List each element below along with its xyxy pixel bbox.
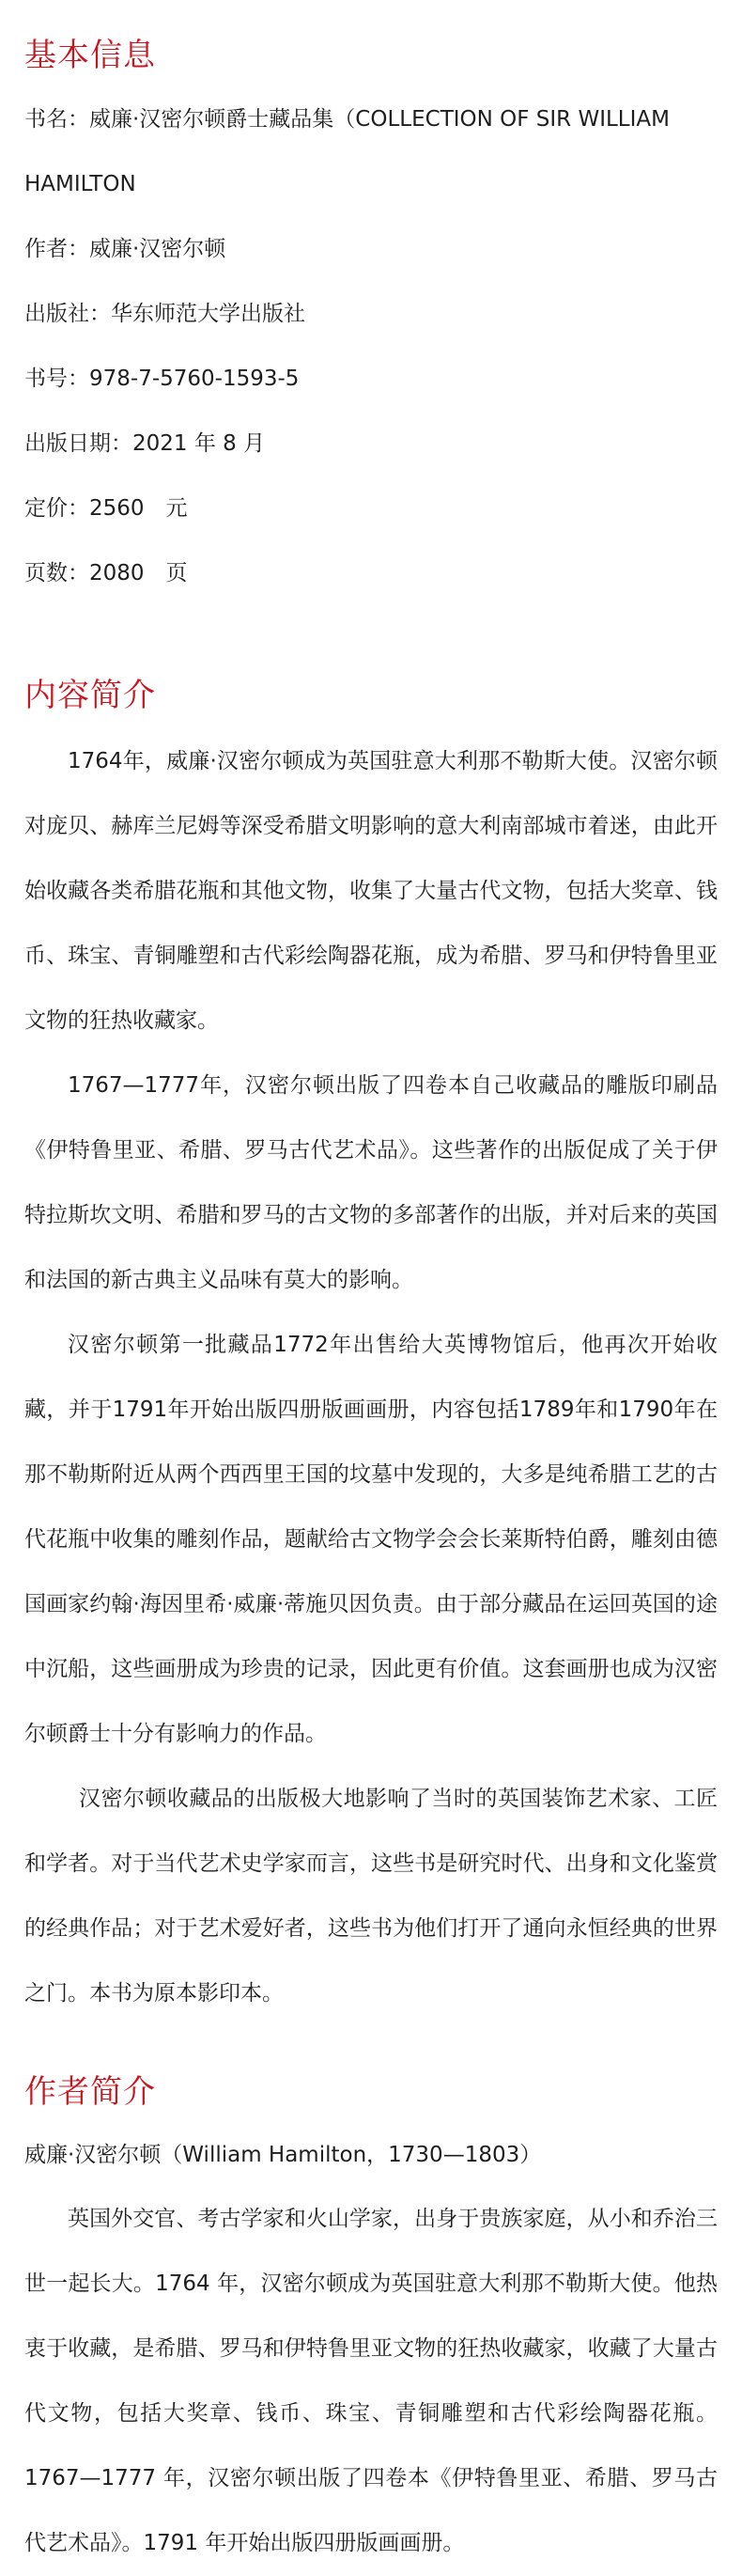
author-paragraph: 英国外交官、考古学家和火山学家，出身于贵族家庭，从小和乔治三世一起长大。1764 年，汉密尔顿成为英国驻意大利那不勒斯大使。他热衷于收藏，是希腊、罗马和伊特鲁里亚文物的狂热收藏家，收藏了大量古代文物，包括大奖章、钱币、珠宝、青铜雕塑和古代彩绘陶器花瓶。1767—1777 年，汉密尔顿出版了四卷本《伊特鲁里亚、希腊、罗马古代艺术品》。1791 年开始出版四册版画画册。 [24, 2207, 718, 2555]
basic-info-heading: 基本信息 [24, 37, 156, 74]
isbn-line: 书号：978-7-5760-1593-5 [24, 367, 300, 391]
book-title-line-2: HAMILTON [24, 172, 136, 196]
summary-heading: 内容简介 [24, 677, 156, 714]
summary-paragraph-3: 汉密尔顿第一批藏品1772年出售给大英博物馆后，他再次开始收藏，并于1791年开始出版四册版画画册，内容包括1789年和1790年在那不勒斯附近从两个西西里王国的坟墓中发现的，大多是纯希腊工艺的古代花瓶中收集的雕刻作品，题献给古文物学会会长莱斯特伯爵，雕刻由德国画家约翰·海因里希·威廉·蒂施贝因负责。由于部分藏品在运回英国的途中沉船，这些画册成为珍贵的记录，因此更有价值。这套画册也成为汉密尔顿爵士十分有影响力的作品。 [24, 1333, 718, 1746]
summary-paragraph-4: 汉密尔顿收藏品的出版极大地影响了当时的英国装饰艺术家、工匠和学者。对于当代艺术史学家而言，这些书是研究时代、出身和文化鉴赏的经典作品；对于艺术爱好者，这些书为他们打开了通向永恒经典的世界之门。本书为原本影印本。 [24, 1787, 718, 2006]
publisher-line: 出版社：华东师范大学出版社 [24, 302, 305, 326]
book-title-line-1: 书名：威廉·汉密尔顿爵士藏品集（COLLECTION OF SIR WILLIAM [24, 107, 670, 132]
author-heading: 作者简介 [24, 2073, 156, 2111]
pages-line: 页数：2080 页 [24, 561, 188, 585]
author-line: 作者：威廉·汉密尔顿 [24, 237, 226, 261]
author-name-line: 威廉·汉密尔顿（William Hamilton，1730—1803） [24, 2143, 542, 2167]
price-line: 定价：2560 元 [24, 496, 188, 521]
summary-paragraph-1: 1764年，威廉·汉密尔顿成为英国驻意大利那不勒斯大使。汉密尔顿对庞贝、赫库兰尼姆等深受希腊文明影响的意大利南部城市着迷，由此开始收藏各类希腊花瓶和其他文物，收集了大量古代文物，包括大奖章、钱币、珠宝、青铜雕塑和古代彩绘陶器花瓶，成为希腊、罗马和伊特鲁里亚文物的狂热收藏家。 [24, 749, 718, 1033]
summary-paragraph-2: 1767—1777年，汉密尔顿出版了四卷本自己收藏品的雕版印刷品《伊特鲁里亚、希腊、罗马古代艺术品》。这些著作的出版促成了关于伊特拉斯坎文明、希腊和罗马的古文物的多部著作的出版，并对后来的英国和法国的新古典主义品味有莫大的影响。 [24, 1073, 718, 1292]
pub-date-line: 出版日期：2021 年 8 月 [24, 431, 266, 456]
